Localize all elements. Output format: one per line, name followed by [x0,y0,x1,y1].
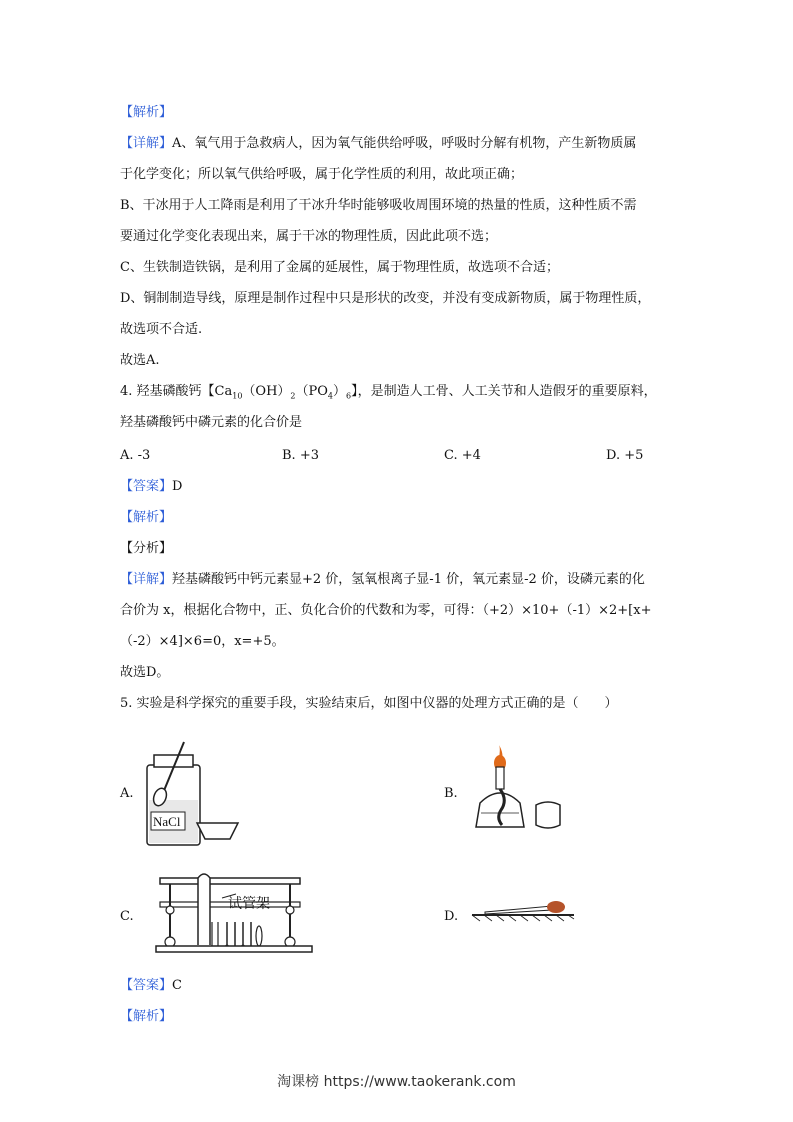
answer-value: C [172,978,182,993]
figure-a-bottle-spoon [140,735,250,850]
q5-stem: 5. 实验是科学探究的重要手段，实验结束后，如图中仪器的处理方式正确的是（ ） [120,696,618,711]
q4-sub-6: 6 [346,391,352,401]
q4-po: （PO [295,384,328,399]
q4-answer-line [120,478,182,496]
q4-detail-line-1 [120,571,645,589]
rack-label: 试管架 [228,896,270,912]
detail-line-2: 于化学变化；所以氧气供给呼吸，属于化学性质的利用，故此项正确； [120,167,524,182]
q5-label-c: C. [120,909,134,924]
q4-close: ） [333,384,347,399]
detail-line-6: D、铜制制造导线，原理是制作过程中只是形状的改变，并没有变成新物质，属于物理性质， [120,291,651,306]
q5-label-d: D. [444,909,459,924]
q5-label-b: B. [444,786,458,801]
detail-line-5: C、生铁制造铁锅，是利用了金属的延展性，属于物理性质，故选项不合适； [120,260,559,275]
detail-line-4: 要通过化学变化表现出来，属于干冰的物理性质，因此此项不选； [120,229,498,244]
q5-jiexi: 【解析】 [120,1009,173,1024]
q4-option-a: A. -3 [120,448,151,463]
q4-detail-line-3: （-2）×4]×6=0，x=+5。 [120,634,285,649]
q4-choose: 故选D。 [120,665,170,680]
q4-option-c: C. +4 [444,448,481,463]
q4-jiexi: 【解析】 [120,510,173,525]
detail-text: 羟基磷酸钙中钙元素显+2 价，氢氧根离子显-1 价，氧元素显-2 价，设磷元素的化 [172,572,645,587]
detail-line-1 [120,135,636,153]
q4-oh: （OH） [242,384,291,399]
q4-fenxi: 【分析】 [120,541,173,556]
q4-prefix: 4. 羟基磷酸钙【Ca [120,384,233,399]
q4-suffix: 】，是制造人工骨、人工关节和人造假牙的重要原料， [351,384,657,399]
q5-answer-line [120,977,182,995]
detail-line-3: B、干冰用于人工降雨是利用了干冰升华时能够吸收周围环境的热量的性质，这种性质不需 [120,198,637,213]
figure-b-alcohol-lamp [468,745,568,840]
answer-value: D [172,479,183,494]
figure-c-test-tube-rack [152,870,322,960]
q4-stem-line-2: 羟基磷酸钙中磷元素的化合价是 [120,415,303,430]
figure-d-brush-on-table [470,895,580,925]
detail-tag: 【详解】 [120,572,173,587]
answer-tag: 【答案】 [120,479,173,494]
q4-sub-po: 4 [327,391,334,401]
answer-tag: 【答案】 [120,978,173,993]
detail-line-7: 故选项不合适. [120,322,203,337]
detail-tag: 【详解】 [120,136,173,151]
section-jiexi: 【解析】 [120,105,173,120]
q4-sub-ca: 10 [232,391,243,401]
detail-text: A、氧气用于急救病人，因为氧气能供给呼吸，呼吸时分解有机物，产生新物质属 [172,136,637,151]
nacl-label: NaCl [153,814,181,829]
q4-detail-line-2: 合价为 x，根据化合物中，正、负化合价的代数和为零，可得：（+2）×10+（-1）×2+[x+ [120,603,652,618]
footer-watermark: 淘课榜 https://www.taokerank.com [277,1074,516,1090]
q4-option-b: B. +3 [282,448,319,463]
q5-label-a: A. [120,786,134,801]
q4-sub-oh: 2 [290,391,296,401]
choose-line: 故选A. [120,353,160,368]
q4-option-d: D. +5 [606,448,644,463]
q4-stem-line-1 [120,383,657,406]
